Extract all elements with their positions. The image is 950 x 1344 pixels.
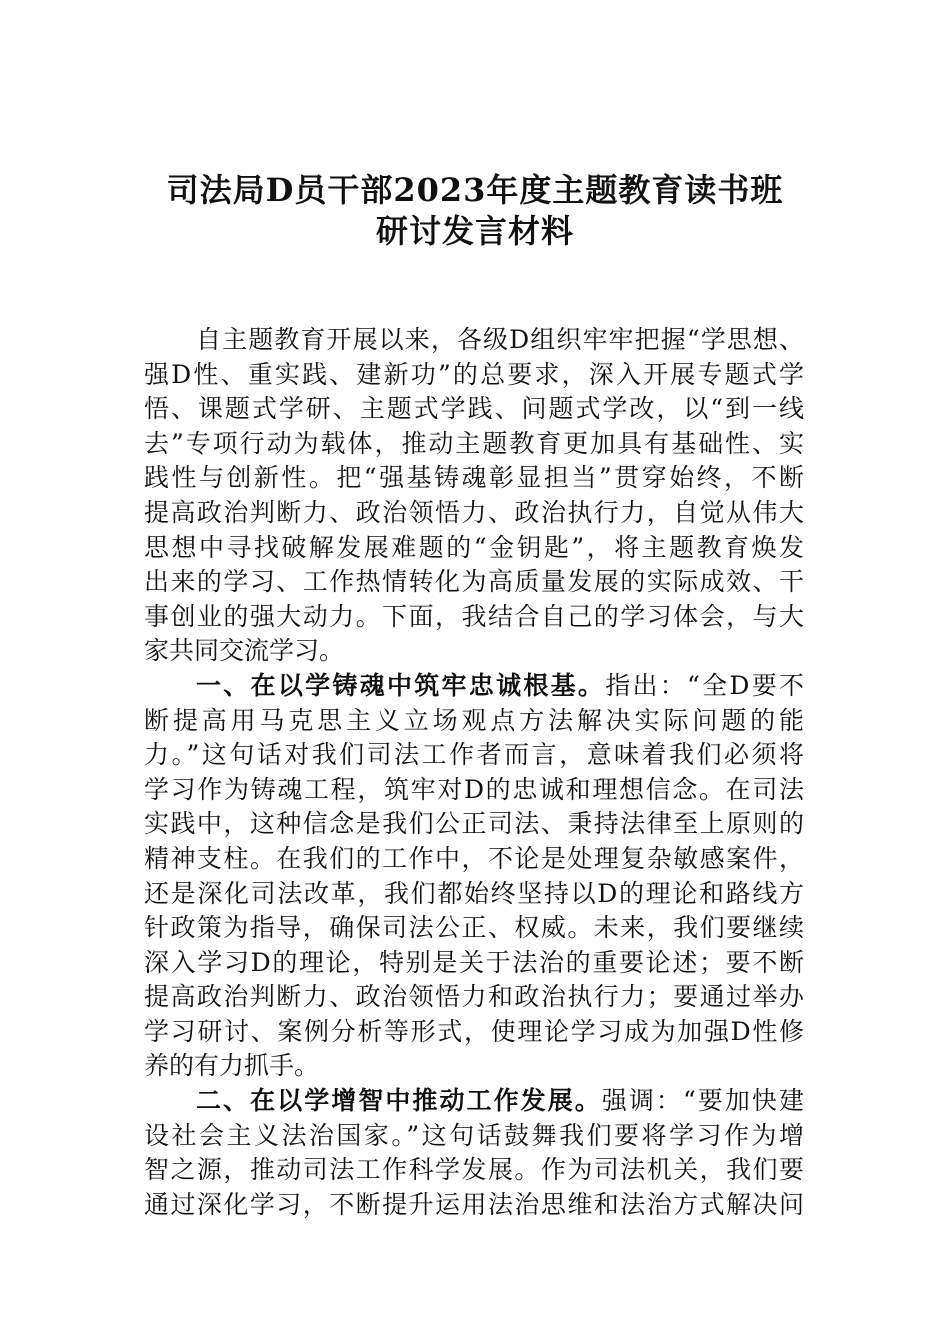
paragraph-1-line-6: 提高政治判断力、政治领悟力、政治执行力，自觉从伟大 xyxy=(144,497,804,527)
section-heading-1: 一、在以学铸魂中筑牢忠诚根基。 xyxy=(196,670,606,700)
paragraph-1-line-10: 家共同交流学习。 xyxy=(144,636,345,666)
paragraph-2-line-1-text: 指出：“全D要不 xyxy=(605,670,804,700)
paragraph-1-line-3: 悟、课题式学研、主题式学践、问题式学改，以“到一线 xyxy=(144,394,804,424)
paragraph-1-line-2: 强D性、重实践、建新功”的总要求，深入开展专题式学 xyxy=(144,359,804,389)
paragraph-2-line-4: 学习作为铸魂工程，筑牢对D的忠诚和理想信念。在司法 xyxy=(144,774,804,804)
paragraph-2-line-2: 断提高用马克思主义立场观点方法解决实际问题的能 xyxy=(144,705,804,735)
paragraph-3-line-1-text: 强调：“要加快建 xyxy=(601,1086,804,1116)
paragraph-3-line-2: 设社会主义法治国家。”这句话鼓舞我们要将学习作为增 xyxy=(144,1120,804,1150)
paragraph-1-line-1: 自主题教育开展以来，各级D组织牢牢把握“学思想、 xyxy=(196,325,804,354)
document-title-line-1: 司法局D员干部2023年度主题教育读书班 xyxy=(166,171,784,209)
section-heading-2: 二、在以学增智中推动工作发展。 xyxy=(196,1086,602,1116)
document-body xyxy=(144,323,804,1222)
paragraph-1-line-9: 事创业的强大动力。下面，我结合自己的学习体会，与大 xyxy=(144,601,804,631)
paragraph-2-line-8: 针政策为指导，确保司法公正、权威。未来，我们要继续 xyxy=(144,913,804,943)
paragraph-1-line-8: 出来的学习、工作热情转化为高质量发展的实际成效、干 xyxy=(144,567,804,597)
paragraph-2-line-5: 实践中，这种信念是我们公正司法、秉持法律至上原则的 xyxy=(144,809,804,839)
paragraph-2-line-11: 学习研讨、案例分析等形式，使理论学习成为加强D性修 xyxy=(144,1016,804,1046)
paragraph-3-line-1 xyxy=(144,1084,804,1119)
paragraph-2-line-12: 养的有力抓手。 xyxy=(144,1051,320,1081)
paragraph-2-line-1 xyxy=(144,669,804,704)
paragraph-3-line-4: 通过深化学习，不断提升运用法治思维和法治方式解决问 xyxy=(144,1189,804,1219)
paragraph-2-line-9: 深入学习D的理论，特别是关于法治的重要论述；要不断 xyxy=(144,947,804,977)
paragraph-1-line-5: 践性与创新性。把“强基铸魂彰显担当”贯穿始终，不断 xyxy=(144,463,804,493)
paragraph-2-line-10: 提高政治判断力、政治领悟力和政治执行力；要通过举办 xyxy=(144,982,804,1012)
paragraph-2-line-3: 力。”这句话对我们司法工作者而言，意味着我们必须将 xyxy=(144,740,804,770)
paragraph-3-line-3: 智之源，推动司法工作科学发展。作为司法机关，我们要 xyxy=(144,1155,804,1185)
document-title-line-2: 研讨发言材料 xyxy=(375,212,574,250)
paragraph-1-line-4: 去”专项行动为载体，推动主题教育更加具有基础性、实 xyxy=(144,428,804,458)
paragraph-2-line-6: 精神支柱。在我们的工作中，不论是处理复杂敏感案件， xyxy=(144,843,804,873)
paragraph-1-line-7: 思想中寻找破解发展难题的“金钥匙”，将主题教育焕发 xyxy=(144,532,804,562)
paragraph-2-line-7: 还是深化司法改革，我们都始终坚持以D的理论和路线方 xyxy=(144,878,804,908)
